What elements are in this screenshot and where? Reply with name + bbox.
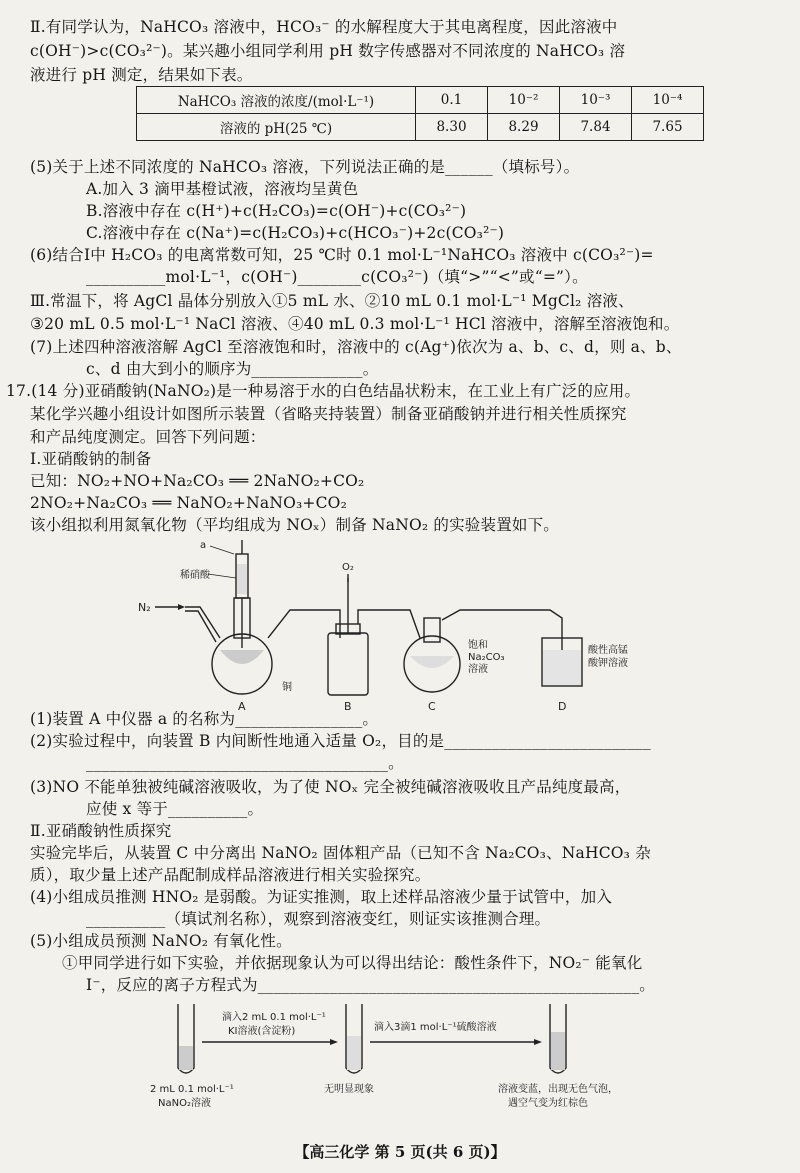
- text-line-l2: c(OH⁻)>c(CO₃²⁻)。某兴趣小组同学利用 pH 数字传感器对不同浓度的 NaHCO₃ 溶: [30, 42, 626, 60]
- svg-text:KI溶液(含淀粉): KI溶液(含淀粉): [228, 1026, 296, 1037]
- text-line-s2a: 实验完毕后，从装置 C 中分离出 NaNO₂ 固体粗产品（已知不含 Na₂CO₃、NaHCO₃ 杂: [30, 844, 651, 862]
- ph-table: [136, 86, 704, 141]
- svg-text:饱和: 饱和: [468, 640, 488, 651]
- text-line-p17c: 和产品纯度测定。回答下列问题：: [30, 428, 266, 446]
- svg-text:酸钾溶液: 酸钾溶液: [588, 658, 628, 669]
- text-line-s2: Ⅱ.亚硝酸钠性质探究: [30, 822, 172, 840]
- table-row-label: 溶液的 pH(25 ℃): [137, 114, 416, 141]
- svg-text:C: C: [428, 700, 436, 713]
- svg-text:遇空气变为红棕色: 遇空气变为红棕色: [508, 1098, 588, 1109]
- svg-text:溶液变蓝，出现无色气泡，: 溶液变蓝，出现无色气泡，: [498, 1084, 618, 1095]
- svg-text:酸性高锰: 酸性高锰: [588, 645, 628, 656]
- table-cell: 7.65: [632, 114, 704, 141]
- experiment-diagram: [130, 996, 650, 1136]
- table-cell: 10⁻⁴: [632, 87, 704, 114]
- svg-text:溶液: 溶液: [468, 664, 488, 675]
- svg-text:O₂: O₂: [342, 562, 354, 573]
- text-line-s2b: 质），取少量上述产品配制成样品溶液进行相关实验探究。: [30, 866, 431, 884]
- table-cell: 8.30: [416, 114, 488, 141]
- svg-text:无明显现象: 无明显现象: [324, 1084, 374, 1095]
- svg-text:稀硝酸: 稀硝酸: [180, 570, 210, 581]
- page-footer: 【高三化学 第 5 页(共 6 页)】: [294, 1143, 506, 1161]
- svg-text:A: A: [238, 700, 246, 713]
- apparatus-diagram: [130, 538, 628, 713]
- text-line-q2: (2)实验过程中，向装置 B 内间断性地通入适量 O₂，目的是__________________________: [30, 732, 651, 750]
- text-line-q5n2: I⁻，反应的离子方程式为________________________________________________。: [86, 976, 656, 994]
- text-line-q1: (1)装置 A 中仪器 a 的名称为________________。: [30, 710, 379, 728]
- text-line-s3a: Ⅲ.常温下，将 AgCl 晶体分别放入①5 mL 水、②10 mL 0.1 mol·L⁻¹ MgCl₂ 溶液、: [30, 292, 634, 310]
- text-line-q7a: (7)上述四种溶液溶解 AgCl 至溶液饱和时，溶液中的 c(Ag⁺)依次为 a、b、c、d，则 a、b、: [30, 338, 682, 356]
- svg-text:B: B: [344, 700, 352, 713]
- text-line-q6a: (6)结合Ⅰ中 H₂CO₃ 的电离常数可知，25 ℃时 0.1 mol·L⁻¹NaHCO₃ 溶液中 c(CO₃²⁻)=: [30, 246, 654, 264]
- text-line-q7b: c、d 由大到小的顺序为______________。: [86, 360, 379, 378]
- svg-text:2 mL 0.1 mol·L⁻¹: 2 mL 0.1 mol·L⁻¹: [150, 1084, 234, 1095]
- text-line-p17f: 2NO₂+Na₂CO₃ ══ NaNO₂+NaNO₃+CO₂: [30, 494, 347, 512]
- text-line-q4b: __________（填试剂名称），观察到溶液变红，则证实该推测合理。: [86, 910, 551, 928]
- svg-text:铜: 铜: [282, 682, 292, 693]
- svg-text:a: a: [200, 540, 207, 551]
- text-line-q2b: ______________________________________。: [86, 754, 404, 772]
- table-cell: 10⁻³: [560, 87, 632, 114]
- text-line-p17e: 已知：NO₂+NO+Na₂CO₃ ══ 2NaNO₂+CO₂: [30, 472, 365, 490]
- text-line-q5n: (5)小组成员预测 NaNO₂ 有氧化性。: [30, 932, 292, 950]
- text-line-q5: (5)关于上述不同浓度的 NaHCO₃ 溶液，下列说法正确的是______（填标号）。: [30, 158, 580, 176]
- text-line-q5c: C.溶液中存在 c(Na⁺)=c(H₂CO₃)+c(HCO₃⁻)+2c(CO₃²⁻): [86, 224, 505, 242]
- table-header-label: NaHCO₃ 溶液的浓度/(mol·L⁻¹): [137, 87, 416, 114]
- text-line-p17b: 某化学兴趣小组设计如图所示装置（省略夹持装置）制备亚硝酸钠并进行相关性质探究: [30, 405, 627, 423]
- text-line-l3: 液进行 pH 测定，结果如下表。: [30, 66, 253, 84]
- text-line-s3b: ③20 mL 0.5 mol·L⁻¹ NaCl 溶液、④40 mL 0.3 mol·L⁻¹ HCl 溶液中，溶解至溶液饱和。: [30, 315, 680, 333]
- svg-text:滴入2 mL 0.1 mol·L⁻¹: 滴入2 mL 0.1 mol·L⁻¹: [222, 1012, 326, 1023]
- text-line-q3b: 应使 x 等于__________。: [86, 800, 264, 818]
- text-line-q5a: A.加入 3 滴甲基橙试液，溶液均呈黄色: [86, 180, 359, 198]
- table-cell: 0.1: [416, 87, 488, 114]
- svg-text:D: D: [558, 700, 567, 713]
- svg-text:NaNO₂溶液: NaNO₂溶液: [158, 1098, 211, 1109]
- text-line-p17a: 17.(14 分)亚硝酸钠(NaNO₂)是一种易溶于水的白色结晶状粉末，在工业上有广泛的应用。: [6, 382, 641, 400]
- text-line-q4a: (4)小组成员推测 HNO₂ 是弱酸。为证实推测，取上述样品溶液少量于试管中，加入: [30, 888, 613, 906]
- text-line-q3a: (3)NO 不能单独被纯碱溶液吸收，为了使 NOₓ 完全被纯碱溶液吸收且产品纯度最高，: [30, 778, 631, 796]
- svg-text:Na₂CO₃: Na₂CO₃: [468, 652, 505, 663]
- svg-text:滴入3滴1 mol·L⁻¹硫酸溶液: 滴入3滴1 mol·L⁻¹硫酸溶液: [374, 1022, 497, 1033]
- bottle-b: [328, 633, 368, 695]
- text-line-q5n1: ①甲同学进行如下实验，并依据现象认为可以得出结论：酸性条件下，NO₂⁻ 能氧化: [62, 954, 643, 972]
- text-line-p17g: 该小组拟利用氮氧化物（平均组成为 NOₓ）制备 NaNO₂ 的实验装置如下。: [30, 516, 560, 534]
- text-line-q6b: __________mol·L⁻¹，c(OH⁻)________c(CO₃²⁻)（填“>”“<”或“=”）。: [86, 268, 588, 286]
- table-cell: 10⁻²: [488, 87, 560, 114]
- table-row: [137, 114, 704, 141]
- text-line-q5b: B.溶液中存在 c(H⁺)+c(H₂CO₃)=c(OH⁻)+c(CO₃²⁻): [86, 202, 467, 220]
- table-row: [137, 87, 704, 114]
- text-line-l1: Ⅱ.有同学认为，NaHCO₃ 溶液中，HCO₃⁻ 的水解程度大于其电离程度，因此溶液中: [30, 18, 618, 36]
- n2-label: N₂: [138, 601, 151, 614]
- table-cell: 8.29: [488, 114, 560, 141]
- text-line-p17d: Ⅰ.亚硝酸钠的制备: [30, 450, 152, 468]
- table-cell: 7.84: [560, 114, 632, 141]
